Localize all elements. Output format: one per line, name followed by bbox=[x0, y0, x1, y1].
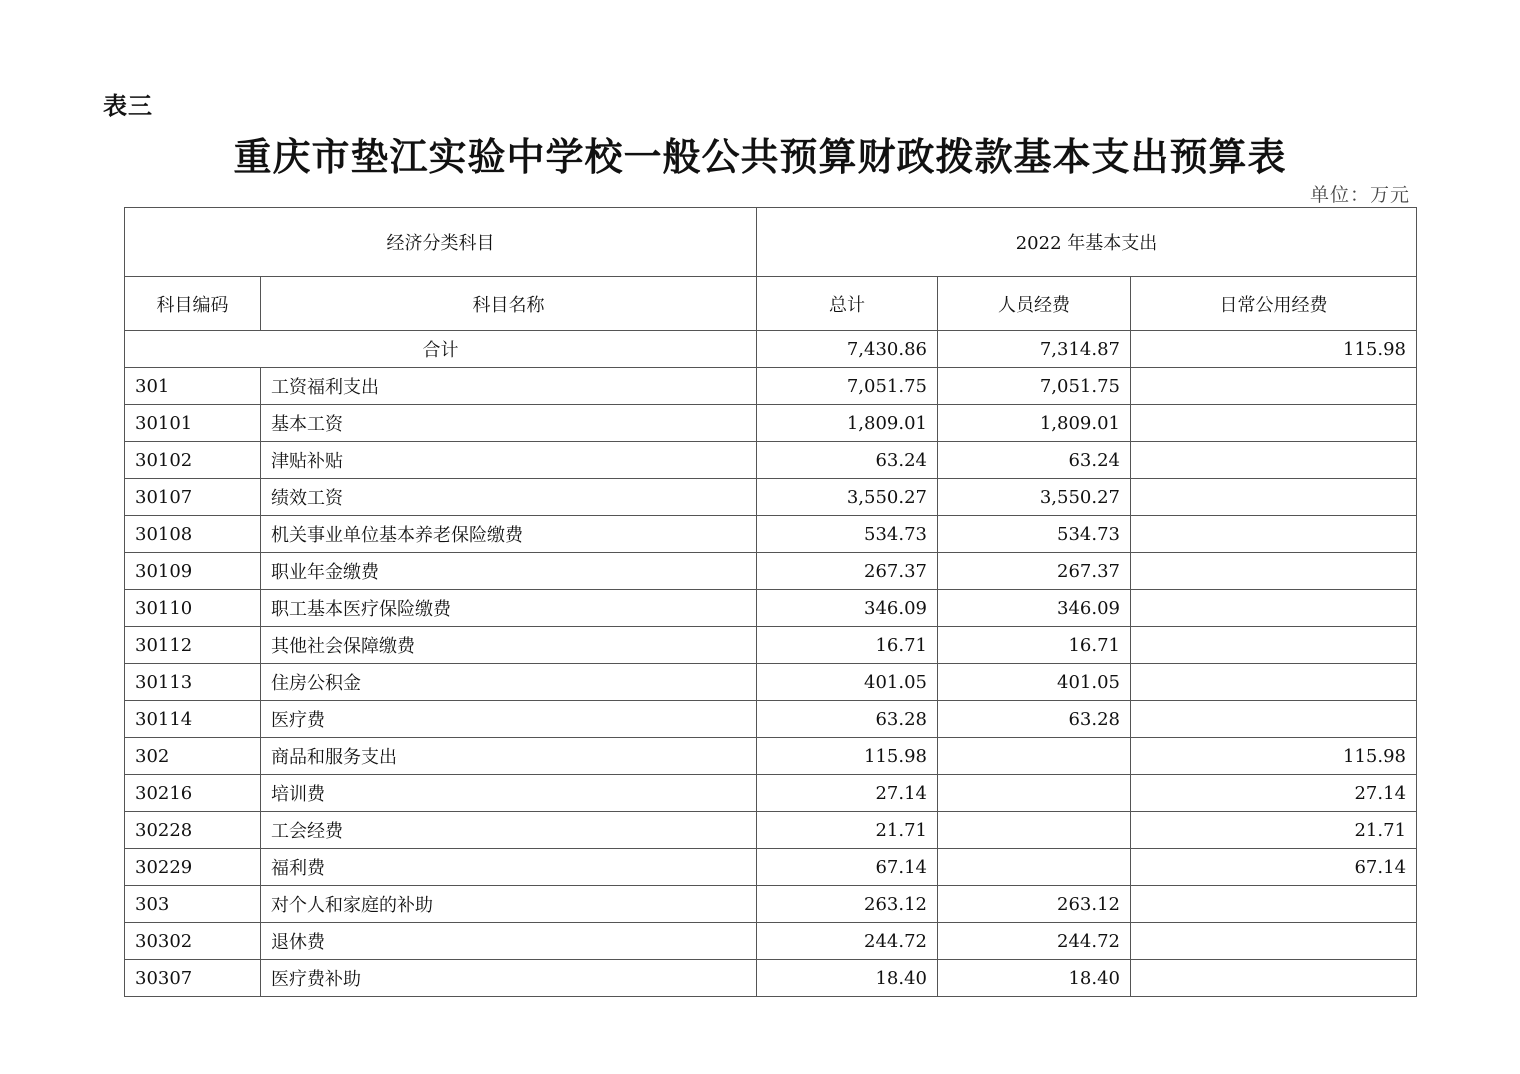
table-label: 表三 bbox=[103, 92, 153, 120]
row-daily bbox=[1131, 479, 1417, 516]
row-personnel: 244.72 bbox=[938, 923, 1131, 960]
row-daily bbox=[1131, 442, 1417, 479]
header-total: 总计 bbox=[757, 277, 938, 331]
header-economic-category: 经济分类科目 bbox=[125, 208, 757, 277]
row-daily: 21.71 bbox=[1131, 812, 1417, 849]
table-row bbox=[125, 405, 1417, 442]
row-name: 机关事业单位基本养老保险缴费 bbox=[261, 516, 757, 553]
row-name: 退休费 bbox=[261, 923, 757, 960]
row-total: 1,809.01 bbox=[757, 405, 938, 442]
table-row bbox=[125, 590, 1417, 627]
table-row bbox=[125, 701, 1417, 738]
table-row bbox=[125, 960, 1417, 997]
row-total: 346.09 bbox=[757, 590, 938, 627]
row-personnel: 346.09 bbox=[938, 590, 1131, 627]
row-code: 301 bbox=[125, 368, 261, 405]
row-code: 30102 bbox=[125, 442, 261, 479]
row-name: 基本工资 bbox=[261, 405, 757, 442]
row-name: 对个人和家庭的补助 bbox=[261, 886, 757, 923]
table-row bbox=[125, 479, 1417, 516]
row-code: 30228 bbox=[125, 812, 261, 849]
row-total: 263.12 bbox=[757, 886, 938, 923]
row-total: 63.28 bbox=[757, 701, 938, 738]
table-row bbox=[125, 553, 1417, 590]
row-personnel bbox=[938, 849, 1131, 886]
row-code: 30101 bbox=[125, 405, 261, 442]
row-personnel: 3,550.27 bbox=[938, 479, 1131, 516]
unit-note: 单位：万元 bbox=[1309, 184, 1410, 206]
row-total: 63.24 bbox=[757, 442, 938, 479]
row-code: 30113 bbox=[125, 664, 261, 701]
row-code: 30112 bbox=[125, 627, 261, 664]
row-daily: 67.14 bbox=[1131, 849, 1417, 886]
row-code: 30216 bbox=[125, 775, 261, 812]
row-total: 267.37 bbox=[757, 553, 938, 590]
row-name: 医疗费补助 bbox=[261, 960, 757, 997]
row-name: 职业年金缴费 bbox=[261, 553, 757, 590]
row-code: 30109 bbox=[125, 553, 261, 590]
table-row bbox=[125, 516, 1417, 553]
summary-row bbox=[125, 331, 1417, 368]
row-name: 工资福利支出 bbox=[261, 368, 757, 405]
row-code: 302 bbox=[125, 738, 261, 775]
row-personnel: 16.71 bbox=[938, 627, 1131, 664]
row-daily bbox=[1131, 516, 1417, 553]
row-personnel bbox=[938, 812, 1131, 849]
row-name: 商品和服务支出 bbox=[261, 738, 757, 775]
row-daily bbox=[1131, 405, 1417, 442]
row-code: 30108 bbox=[125, 516, 261, 553]
table-row bbox=[125, 812, 1417, 849]
row-total: 244.72 bbox=[757, 923, 938, 960]
row-name: 培训费 bbox=[261, 775, 757, 812]
row-daily bbox=[1131, 590, 1417, 627]
table-row bbox=[125, 923, 1417, 960]
header-name: 科目名称 bbox=[261, 277, 757, 331]
summary-personnel: 7,314.87 bbox=[938, 331, 1131, 368]
row-personnel: 263.12 bbox=[938, 886, 1131, 923]
row-personnel: 534.73 bbox=[938, 516, 1131, 553]
row-daily bbox=[1131, 701, 1417, 738]
row-name: 住房公积金 bbox=[261, 664, 757, 701]
summary-label: 合计 bbox=[125, 331, 757, 368]
row-daily bbox=[1131, 664, 1417, 701]
header-row-columns bbox=[125, 277, 1417, 331]
row-total: 401.05 bbox=[757, 664, 938, 701]
row-code: 30114 bbox=[125, 701, 261, 738]
row-daily bbox=[1131, 886, 1417, 923]
row-personnel: 7,051.75 bbox=[938, 368, 1131, 405]
row-total: 534.73 bbox=[757, 516, 938, 553]
row-name: 医疗费 bbox=[261, 701, 757, 738]
row-name: 职工基本医疗保险缴费 bbox=[261, 590, 757, 627]
row-personnel bbox=[938, 775, 1131, 812]
row-name: 津贴补贴 bbox=[261, 442, 757, 479]
budget-table bbox=[124, 207, 1417, 997]
row-code: 30107 bbox=[125, 479, 261, 516]
row-personnel: 63.24 bbox=[938, 442, 1131, 479]
table-row bbox=[125, 664, 1417, 701]
table-row bbox=[125, 368, 1417, 405]
row-total: 3,550.27 bbox=[757, 479, 938, 516]
header-personnel: 人员经费 bbox=[938, 277, 1131, 331]
row-total: 16.71 bbox=[757, 627, 938, 664]
row-daily: 115.98 bbox=[1131, 738, 1417, 775]
document-title: 重庆市垫江实验中学校一般公共预算财政拨款基本支出预算表 bbox=[233, 134, 1287, 179]
table-row bbox=[125, 849, 1417, 886]
row-daily: 27.14 bbox=[1131, 775, 1417, 812]
row-daily bbox=[1131, 627, 1417, 664]
row-total: 67.14 bbox=[757, 849, 938, 886]
row-personnel: 18.40 bbox=[938, 960, 1131, 997]
row-daily bbox=[1131, 553, 1417, 590]
row-personnel: 63.28 bbox=[938, 701, 1131, 738]
table-row bbox=[125, 627, 1417, 664]
row-personnel: 1,809.01 bbox=[938, 405, 1131, 442]
summary-daily: 115.98 bbox=[1131, 331, 1417, 368]
row-code: 30229 bbox=[125, 849, 261, 886]
table-row bbox=[125, 442, 1417, 479]
row-daily bbox=[1131, 923, 1417, 960]
row-total: 115.98 bbox=[757, 738, 938, 775]
header-daily: 日常公用经费 bbox=[1131, 277, 1417, 331]
table-row bbox=[125, 775, 1417, 812]
row-code: 30110 bbox=[125, 590, 261, 627]
row-code: 30307 bbox=[125, 960, 261, 997]
row-name: 绩效工资 bbox=[261, 479, 757, 516]
row-name: 福利费 bbox=[261, 849, 757, 886]
row-name: 工会经费 bbox=[261, 812, 757, 849]
table-row bbox=[125, 738, 1417, 775]
header-basic-expenditure: 2022 年基本支出 bbox=[757, 208, 1417, 277]
row-code: 30302 bbox=[125, 923, 261, 960]
row-personnel: 401.05 bbox=[938, 664, 1131, 701]
header-row-group bbox=[125, 208, 1417, 277]
row-personnel: 267.37 bbox=[938, 553, 1131, 590]
header-code: 科目编码 bbox=[125, 277, 261, 331]
row-personnel bbox=[938, 738, 1131, 775]
row-total: 7,051.75 bbox=[757, 368, 938, 405]
row-name: 其他社会保障缴费 bbox=[261, 627, 757, 664]
row-total: 27.14 bbox=[757, 775, 938, 812]
row-daily bbox=[1131, 368, 1417, 405]
summary-total: 7,430.86 bbox=[757, 331, 938, 368]
table-row bbox=[125, 886, 1417, 923]
row-total: 21.71 bbox=[757, 812, 938, 849]
row-daily bbox=[1131, 960, 1417, 997]
row-total: 18.40 bbox=[757, 960, 938, 997]
row-code: 303 bbox=[125, 886, 261, 923]
